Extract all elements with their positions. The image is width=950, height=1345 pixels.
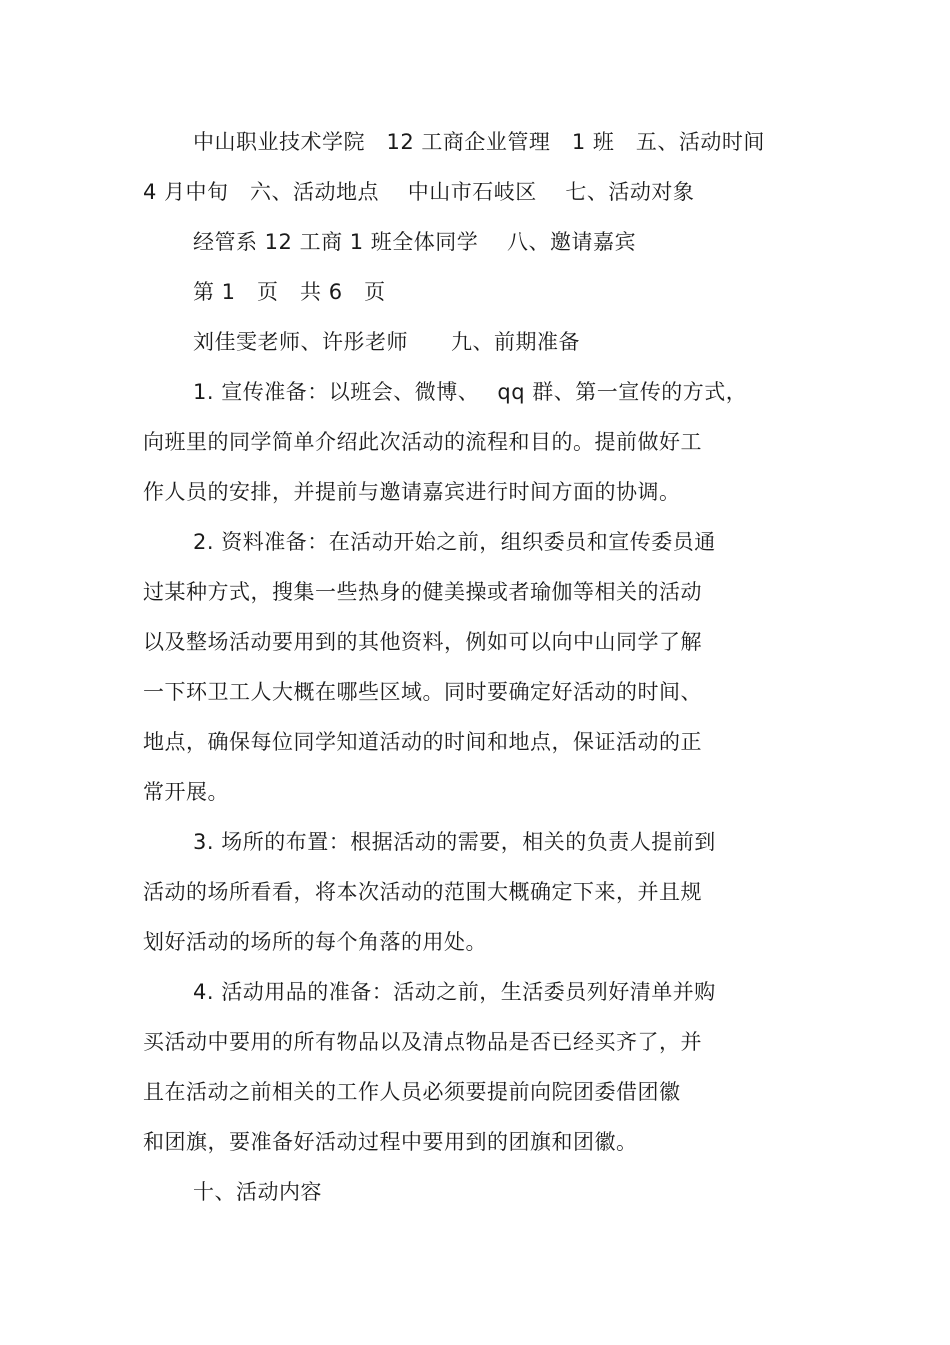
paragraph-line: 4. 活动用品的准备：活动之前，生活委员列好清单并购 <box>193 980 716 1004</box>
paragraph-line: 1. 宣传准备：以班会、微博、 qq 群、第一宣传的方式， <box>193 380 748 404</box>
page-number: 第 1 页 共 6 页 <box>193 280 386 304</box>
paragraph-line: 且在活动之前相关的工作人员必须要提前向院团委借团徽 <box>143 1080 681 1104</box>
paragraph-line: 过某种方式，搜集一些热身的健美操或者瑜伽等相关的活动 <box>143 580 702 604</box>
paragraph-line: 买活动中要用的所有物品以及清点物品是否已经买齐了，并 <box>143 1030 702 1054</box>
paragraph-line: 一下环卫工人大概在哪些区域。同时要确定好活动的时间、 <box>143 680 702 704</box>
paragraph-line: 作人员的安排，并提前与邀请嘉宾进行时间方面的协调。 <box>143 480 681 504</box>
paragraph-line: 以及整场活动要用到的其他资料，例如可以向中山同学了解 <box>143 630 702 654</box>
paragraph-line: 常开展。 <box>143 780 229 804</box>
paragraph-line: 划好活动的场所的每个角落的用处。 <box>143 930 487 954</box>
text-line: 中山职业技术学院 12 工商企业管理 1 班 五、活动时间 <box>193 130 765 154</box>
paragraph-line: 3. 场所的布置：根据活动的需要，相关的负责人提前到 <box>193 830 716 854</box>
paragraph-line: 2. 资料准备：在活动开始之前，组织委员和宣传委员通 <box>193 530 716 554</box>
paragraph-line: 和团旗，要准备好活动过程中要用到的团旗和团徽。 <box>143 1130 638 1154</box>
text-line: 4 月中旬 六、活动地点 中山市石岐区 七、活动对象 <box>143 180 695 204</box>
paragraph-line: 活动的场所看看，将本次活动的范围大概确定下来，并且规 <box>143 880 702 904</box>
section-heading: 十、活动内容 <box>193 1180 322 1204</box>
text-line: 经管系 12 工商 1 班全体同学 八、邀请嘉宾 <box>193 230 636 254</box>
paragraph-line: 向班里的同学简单介绍此次活动的流程和目的。提前做好工 <box>143 430 702 454</box>
text-line: 刘佳雯老师、许彤老师 九、前期准备 <box>193 330 580 354</box>
paragraph-line: 地点，确保每位同学知道活动的时间和地点，保证活动的正 <box>143 730 702 754</box>
